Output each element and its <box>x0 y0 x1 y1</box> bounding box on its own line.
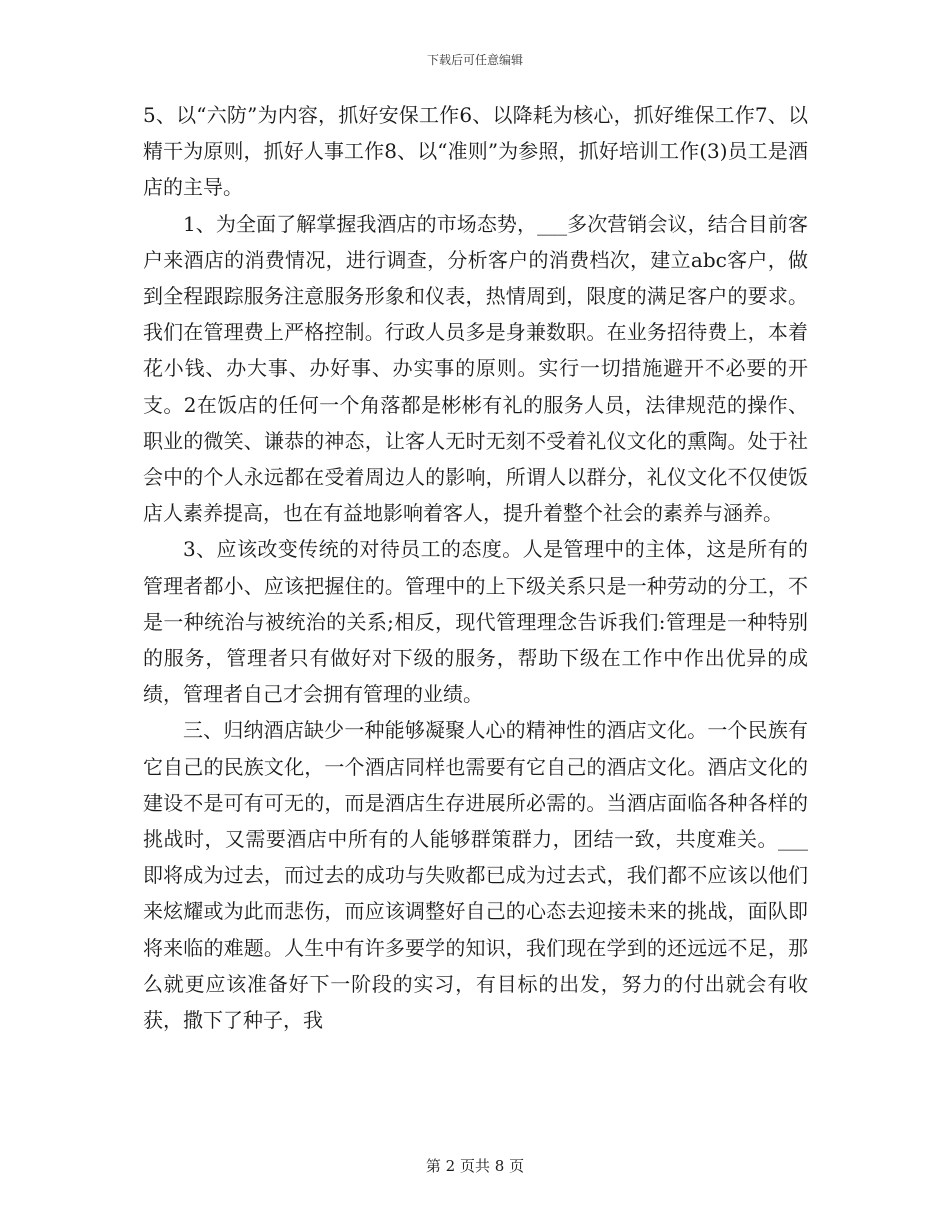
paragraph-staff-attitude: 3、应该改变传统的对待员工的态度。人是管理中的主体，这是所有的管理者都小、应该把握住的。管理中的上下级关系只是一种劳动的分工，不是一种统治与被统治的关系;相反，现代管理理念告诉我们:管理是一种特别的服务，管理者只有做好对下级的服务，帮助下级在工作中作出优异的成绩，管理者自己才会拥有管理的业绩。 <box>143 537 808 707</box>
paragraph-continuation: 5、以“六防”为内容，抓好安保工作6、以降耗为核心，抓好维保工作7、以精干为原则，抓好人事工作8、以“准则”为参照，抓好培训工作(3)员工是酒店的主导。 <box>143 103 808 200</box>
paragraph-market-analysis: 1、为全面了解掌握我酒店的市场态势，___多次营销会议，结合目前客户来酒店的消费情况，进行调查，分析客户的消费档次，建立abc客户，做到全程跟踪服务注意服务形象和仪表，热情周到，限度的满足客户的要求。我们在管理费上严格控制。行政人员多是身兼数职。在业务招待费上，本着花小钱、办大事、办好事、办实事的原则。实行一切措施避开不必要的开支。2在饭店的任何一个角落都是彬彬有礼的服务人员，法律规范的操作、职业的微笑、谦恭的神态，让客人无时无刻不受着礼仪文化的熏陶。处于社会中的个人永远都在受着周边人的影响，所谓人以群分，礼仪文化不仅使饭店人素养提高，也在有益地影响着客人，提升着整个社会的素养与涵养。 <box>143 211 808 526</box>
document-body <box>143 97 808 1038</box>
page-header: 下载后可任意编辑 <box>426 53 523 67</box>
paragraph-hotel-culture: 三、归纳酒店缺少一种能够凝聚人心的精神性的酒店文化。一个民族有它自己的民族文化，一个酒店同样也需要有它自己的酒店文化。酒店文化的建设不是可有可无的，而是酒店生存进展所必需的。当酒店面临各种各样的挑战时，又需要酒店中所有的人能够群策群力，团结一致，共度难关。___即将成为过去，而过去的成功与失败都已成为过去式，我们都不应该以他们来炫耀或为此而悲伤，而应该调整好自己的心态去迎接未来的挑战，面队即将来临的难题。人生中有许多要学的知识，我们现在学到的还远远不足，那么就更应该准备好下一阶段的实习，有目标的出发，努力的付出就会有收获，撒下了种子，我 <box>143 718 808 1033</box>
page-number: 第 2 页共 8 页 <box>425 1157 525 1175</box>
